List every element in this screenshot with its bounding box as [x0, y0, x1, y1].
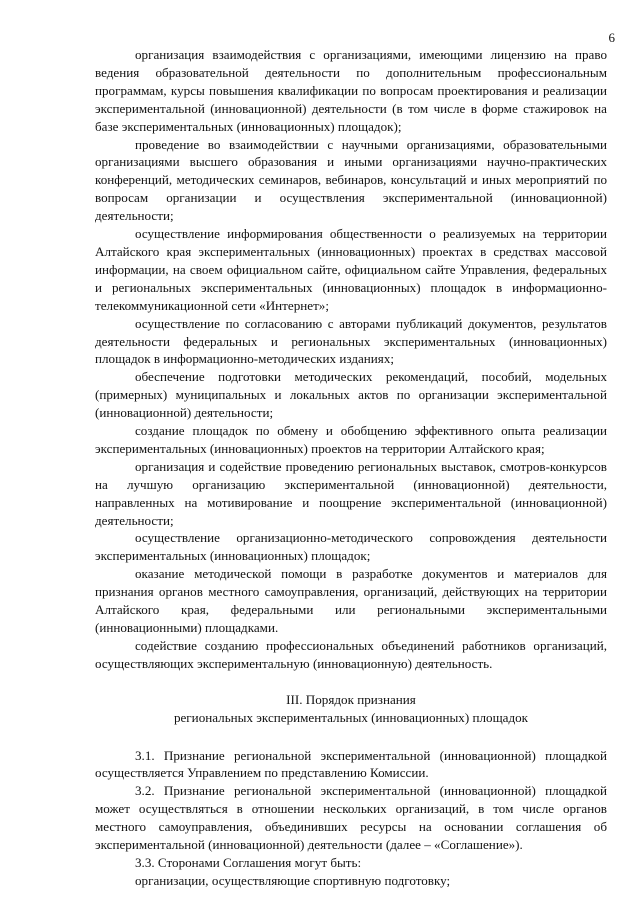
- clause-3-3-item: организации, осуществляющие спортивную подготовку;: [135, 872, 451, 888]
- paragraph-8: осуществление организационно-методического сопровождения деятельности экспериментальных (инновационных) площадок;: [95, 530, 607, 564]
- clause-3-2: 3.2. Признание региональной экспериментальной (инновационной) площадкой может осуществляться в отношении нескольких организаций, в том числе органов местного самоуправления, объединивших ресурсы на основании соглашения об экспериментальной (инновационной) деятельности (далее – «Соглашение»).: [95, 783, 607, 853]
- clause-3-1: 3.1. Признание региональной экспериментальной (инновационной) площадкой осуществляется Управлением по представлению Комиссии.: [95, 747, 607, 781]
- paragraph-7: организация и содействие проведению региональных выставок, смотров-конкурсов на лучшую организацию экспериментальной (инновационной) деятельности, направленных на мотивирование и поощрение экспериментальной (инновационной) деятельности;: [95, 458, 607, 528]
- paragraph-9: оказание методической помощи в разработке документов и материалов для признания органов местного самоуправления, организаций, действующих на территории Алтайского края, федеральными или региональными экспериментальными (инновационными) площадками.: [95, 566, 607, 635]
- paragraph-3: осуществление информирования общественности о реализуемых на территории Алтайского края экспериментальных (инновационных) проектах в средствах массовой информации, на своем официальном сайте, официальном сайте Управления, федеральных и региональных экспериментальных (инновационных) площадок в информационно-телекоммуникационной сети «Интернет»;: [95, 226, 607, 313]
- paragraph-2: проведение во взаимодействии с научными организациями, образовательными организациями высшего образования и иными организациями научно-практических конференций, методических семинаров, вебинаров, консультаций и иных мероприятий по вопросам организации и осуществления экспериментальной (инновационной) деятельности;: [95, 136, 607, 224]
- paragraph-1: организация взаимодействия с организациями, имеющими лицензию на право ведения образовательной деятельности по дополнительным профессиональным программам, курсы повышения квалификации по вопросам проектирования и реализации экспериментальной (инновационной) деятельности (в том числе в форме стажировок на базе экспериментальных (инновационных) площадок);: [95, 47, 607, 134]
- section-heading-subtitle: региональных экспериментальных (инновационных) площадок: [173, 709, 529, 725]
- clause-3-3: 3.3. Сторонами Соглашения могут быть:: [135, 854, 362, 870]
- section-heading-title: III. Порядок признания: [286, 691, 416, 707]
- section-heading: [95, 691, 607, 727]
- section-body: [95, 747, 607, 890]
- document-body: [95, 46, 607, 890]
- paragraph-10: содействие созданию профессиональных объединений работников организаций, осуществляющих экспериментальную (инновационную) деятельность.: [95, 637, 607, 671]
- paragraph-4: осуществление по согласованию с авторами публикаций документов, результатов деятельности федеральных и региональных экспериментальных (инновационных) площадок в информационно-методических изданиях;: [95, 315, 607, 367]
- page-number: 6: [608, 30, 615, 45]
- paragraph-5: обеспечение подготовки методических рекомендаций, пособий, модельных (примерных) муниципальных и локальных актов по организации экспериментальной (инновационной) деятельности;: [95, 369, 607, 421]
- paragraph-6: создание площадок по обмену и обобщению эффективного опыта реализации экспериментальных (инновационных) проектов на территории Алтайского края;: [95, 423, 607, 456]
